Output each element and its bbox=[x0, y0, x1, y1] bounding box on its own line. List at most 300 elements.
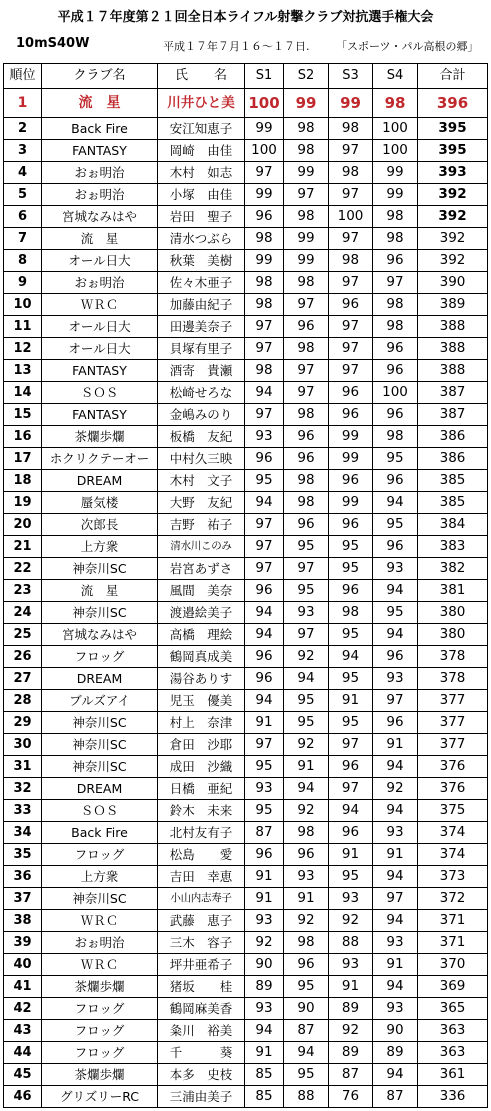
table-row bbox=[4, 316, 488, 338]
table-row bbox=[4, 360, 488, 382]
club-cell: オール日大 bbox=[42, 338, 158, 360]
total-cell: 336 bbox=[418, 1086, 488, 1108]
name-cell: 北村友有子 bbox=[158, 822, 245, 844]
s4-cell: 97 bbox=[373, 690, 418, 712]
table-row bbox=[4, 162, 488, 184]
name-cell: 酒寄 貴瀬 bbox=[158, 360, 245, 382]
s2-cell: 95 bbox=[284, 580, 329, 602]
s3-cell: 89 bbox=[329, 998, 373, 1020]
total-cell: 387 bbox=[418, 404, 488, 426]
name-cell: 吉野 祐子 bbox=[158, 514, 245, 536]
club-cell: Back Fire bbox=[42, 822, 158, 844]
s2-cell: 98 bbox=[284, 140, 329, 162]
s2-cell: 97 bbox=[284, 294, 329, 316]
table-row bbox=[4, 536, 488, 558]
name-cell: 岡崎 由佳 bbox=[158, 140, 245, 162]
s2-cell: 95 bbox=[284, 536, 329, 558]
s3-cell: 97 bbox=[329, 228, 373, 250]
s3-cell: 97 bbox=[329, 140, 373, 162]
club-cell: Back Fire bbox=[42, 118, 158, 140]
rank-cell: 36 bbox=[4, 866, 42, 888]
s3-cell: 97 bbox=[329, 184, 373, 206]
header-s3: S3 bbox=[329, 64, 373, 89]
total-cell: 375 bbox=[418, 800, 488, 822]
header-club: クラブ名 bbox=[42, 64, 158, 89]
s1-cell: 97 bbox=[245, 514, 284, 536]
club-cell: ＷＲＣ bbox=[42, 954, 158, 976]
club-cell: ＷＲＣ bbox=[42, 294, 158, 316]
club-cell: DREAM bbox=[42, 470, 158, 492]
s4-cell: 96 bbox=[373, 646, 418, 668]
s4-cell: 98 bbox=[373, 426, 418, 448]
name-cell: 金嶋みのり bbox=[158, 404, 245, 426]
table-row bbox=[4, 800, 488, 822]
s1-cell: 99 bbox=[245, 118, 284, 140]
table-row bbox=[4, 888, 488, 910]
s3-cell: 97 bbox=[329, 778, 373, 800]
club-cell: 茶爛歩爛 bbox=[42, 426, 158, 448]
table-row bbox=[4, 140, 488, 162]
name-cell: 成田 沙織 bbox=[158, 756, 245, 778]
s1-cell: 96 bbox=[245, 448, 284, 470]
s2-cell: 91 bbox=[284, 756, 329, 778]
table-row bbox=[4, 558, 488, 580]
rank-cell: 34 bbox=[4, 822, 42, 844]
s1-cell: 94 bbox=[245, 624, 284, 646]
club-cell: フロッグ bbox=[42, 998, 158, 1020]
s1-cell: 93 bbox=[245, 910, 284, 932]
s3-cell: 98 bbox=[329, 162, 373, 184]
s1-cell: 97 bbox=[245, 734, 284, 756]
s1-cell: 85 bbox=[245, 1064, 284, 1086]
name-cell: 清水つぶら bbox=[158, 228, 245, 250]
rank-cell: 24 bbox=[4, 602, 42, 624]
club-cell: 茶爛歩爛 bbox=[42, 976, 158, 998]
s4-cell: 95 bbox=[373, 448, 418, 470]
name-cell: 清水川このみ bbox=[158, 536, 245, 558]
s4-cell: 98 bbox=[373, 206, 418, 228]
total-cell: 363 bbox=[418, 1042, 488, 1064]
s1-cell: 94 bbox=[245, 492, 284, 514]
s2-cell: 94 bbox=[284, 668, 329, 690]
table-row bbox=[4, 1064, 488, 1086]
s4-cell: 95 bbox=[373, 514, 418, 536]
rank-cell: 45 bbox=[4, 1064, 42, 1086]
s4-cell: 96 bbox=[373, 360, 418, 382]
name-cell: 秋葉 美樹 bbox=[158, 250, 245, 272]
s2-cell: 97 bbox=[284, 558, 329, 580]
rank-cell: 46 bbox=[4, 1086, 42, 1108]
total-cell: 363 bbox=[418, 1020, 488, 1042]
rank-cell: 28 bbox=[4, 690, 42, 712]
rank-cell: 30 bbox=[4, 734, 42, 756]
header-row bbox=[4, 64, 488, 89]
table-row bbox=[4, 250, 488, 272]
total-cell: 378 bbox=[418, 668, 488, 690]
club-cell: 宮城なみはや bbox=[42, 206, 158, 228]
total-cell: 392 bbox=[418, 250, 488, 272]
rank-cell: 32 bbox=[4, 778, 42, 800]
total-cell: 395 bbox=[418, 118, 488, 140]
s1-cell: 96 bbox=[245, 646, 284, 668]
s3-cell: 99 bbox=[329, 89, 373, 118]
total-cell: 376 bbox=[418, 756, 488, 778]
s2-cell: 95 bbox=[284, 1064, 329, 1086]
name-cell: 安江知恵子 bbox=[158, 118, 245, 140]
header-s4: S4 bbox=[373, 64, 418, 89]
rank-cell: 7 bbox=[4, 228, 42, 250]
club-cell: 神奈川SC bbox=[42, 712, 158, 734]
s1-cell: 97 bbox=[245, 536, 284, 558]
s3-cell: 96 bbox=[329, 294, 373, 316]
name-cell: 日橋 亜紀 bbox=[158, 778, 245, 800]
rank-cell: 3 bbox=[4, 140, 42, 162]
club-cell: FANTASY bbox=[42, 360, 158, 382]
s4-cell: 99 bbox=[373, 162, 418, 184]
s2-cell: 97 bbox=[284, 624, 329, 646]
club-cell: 神奈川SC bbox=[42, 734, 158, 756]
s4-cell: 91 bbox=[373, 954, 418, 976]
club-cell: DREAM bbox=[42, 778, 158, 800]
s1-cell: 90 bbox=[245, 954, 284, 976]
s3-cell: 96 bbox=[329, 756, 373, 778]
header-s1: S1 bbox=[245, 64, 284, 89]
s4-cell: 96 bbox=[373, 536, 418, 558]
s4-cell: 98 bbox=[373, 316, 418, 338]
s3-cell: 93 bbox=[329, 954, 373, 976]
s3-cell: 91 bbox=[329, 976, 373, 998]
s4-cell: 94 bbox=[373, 866, 418, 888]
club-cell: ＳＯＳ bbox=[42, 382, 158, 404]
s4-cell: 94 bbox=[373, 800, 418, 822]
s2-cell: 99 bbox=[284, 89, 329, 118]
rank-cell: 16 bbox=[4, 426, 42, 448]
s1-cell: 91 bbox=[245, 888, 284, 910]
s1-cell: 97 bbox=[245, 162, 284, 184]
s2-cell: 95 bbox=[284, 690, 329, 712]
s4-cell: 91 bbox=[373, 734, 418, 756]
table-row bbox=[4, 1020, 488, 1042]
club-cell: フロッグ bbox=[42, 1020, 158, 1042]
rank-cell: 1 bbox=[4, 89, 42, 118]
table-row bbox=[4, 866, 488, 888]
rank-cell: 4 bbox=[4, 162, 42, 184]
s4-cell: 93 bbox=[373, 822, 418, 844]
s3-cell: 96 bbox=[329, 580, 373, 602]
s1-cell: 95 bbox=[245, 800, 284, 822]
s2-cell: 93 bbox=[284, 602, 329, 624]
s3-cell: 95 bbox=[329, 712, 373, 734]
rank-cell: 41 bbox=[4, 976, 42, 998]
s2-cell: 98 bbox=[284, 118, 329, 140]
s3-cell: 88 bbox=[329, 932, 373, 954]
s2-cell: 98 bbox=[284, 492, 329, 514]
header-total: 合計 bbox=[418, 64, 488, 89]
name-cell: 坪井亜希子 bbox=[158, 954, 245, 976]
s2-cell: 92 bbox=[284, 800, 329, 822]
s3-cell: 96 bbox=[329, 404, 373, 426]
name-cell: 大野 友紀 bbox=[158, 492, 245, 514]
name-cell: 渡邉絵美子 bbox=[158, 602, 245, 624]
name-cell: 中村久三映 bbox=[158, 448, 245, 470]
s1-cell: 96 bbox=[245, 206, 284, 228]
page-title: 平成１７年度第２１回全日本ライフル射撃クラブ対抗選手権大会 bbox=[57, 10, 434, 25]
name-cell: 猪坂 桂 bbox=[158, 976, 245, 998]
club-cell: おぉ明治 bbox=[42, 184, 158, 206]
s3-cell: 97 bbox=[329, 316, 373, 338]
name-cell: 児玉 優美 bbox=[158, 690, 245, 712]
club-cell: グリズリーRC bbox=[42, 1086, 158, 1108]
club-cell: 流 星 bbox=[42, 228, 158, 250]
rank-cell: 19 bbox=[4, 492, 42, 514]
name-cell: 岩田 聖子 bbox=[158, 206, 245, 228]
club-cell: DREAM bbox=[42, 668, 158, 690]
table-row bbox=[4, 492, 488, 514]
s3-cell: 96 bbox=[329, 822, 373, 844]
total-cell: 385 bbox=[418, 470, 488, 492]
rank-cell: 31 bbox=[4, 756, 42, 778]
s4-cell: 96 bbox=[373, 250, 418, 272]
s2-cell: 97 bbox=[284, 360, 329, 382]
s2-cell: 98 bbox=[284, 470, 329, 492]
s4-cell: 98 bbox=[373, 294, 418, 316]
table-row bbox=[4, 910, 488, 932]
table-row bbox=[4, 470, 488, 492]
s4-cell: 96 bbox=[373, 338, 418, 360]
name-cell: 三木 容子 bbox=[158, 932, 245, 954]
name-cell: 川井ひと美 bbox=[158, 89, 245, 118]
s1-cell: 85 bbox=[245, 1086, 284, 1108]
results-table bbox=[3, 63, 488, 1108]
total-cell: 383 bbox=[418, 536, 488, 558]
s3-cell: 97 bbox=[329, 734, 373, 756]
s1-cell: 87 bbox=[245, 822, 284, 844]
club-cell: おぉ明治 bbox=[42, 932, 158, 954]
table-row bbox=[4, 1042, 488, 1064]
rank-cell: 22 bbox=[4, 558, 42, 580]
club-cell: 神奈川SC bbox=[42, 756, 158, 778]
rank-cell: 12 bbox=[4, 338, 42, 360]
name-cell: 風間 美奈 bbox=[158, 580, 245, 602]
table-row bbox=[4, 954, 488, 976]
s1-cell: 96 bbox=[245, 668, 284, 690]
s3-cell: 94 bbox=[329, 646, 373, 668]
name-cell: 松島 愛 bbox=[158, 844, 245, 866]
s4-cell: 90 bbox=[373, 1020, 418, 1042]
total-cell: 377 bbox=[418, 690, 488, 712]
s3-cell: 97 bbox=[329, 272, 373, 294]
total-cell: 365 bbox=[418, 998, 488, 1020]
s2-cell: 98 bbox=[284, 272, 329, 294]
s4-cell: 98 bbox=[373, 228, 418, 250]
rank-cell: 18 bbox=[4, 470, 42, 492]
s1-cell: 98 bbox=[245, 294, 284, 316]
club-cell: オール日大 bbox=[42, 316, 158, 338]
table-row bbox=[4, 118, 488, 140]
total-cell: 395 bbox=[418, 140, 488, 162]
rank-cell: 14 bbox=[4, 382, 42, 404]
total-cell: 376 bbox=[418, 778, 488, 800]
s1-cell: 93 bbox=[245, 426, 284, 448]
rank-cell: 39 bbox=[4, 932, 42, 954]
table-row bbox=[4, 448, 488, 470]
s3-cell: 95 bbox=[329, 866, 373, 888]
s3-cell: 89 bbox=[329, 1042, 373, 1064]
total-cell: 373 bbox=[418, 866, 488, 888]
s2-cell: 88 bbox=[284, 1086, 329, 1108]
club-cell: ホクリクテーオー bbox=[42, 448, 158, 470]
s3-cell: 97 bbox=[329, 360, 373, 382]
table-row bbox=[4, 646, 488, 668]
s1-cell: 91 bbox=[245, 712, 284, 734]
s4-cell: 96 bbox=[373, 470, 418, 492]
name-cell: 湯谷ありす bbox=[158, 668, 245, 690]
total-cell: 369 bbox=[418, 976, 488, 998]
total-cell: 392 bbox=[418, 184, 488, 206]
s1-cell: 95 bbox=[245, 756, 284, 778]
s2-cell: 94 bbox=[284, 778, 329, 800]
rank-cell: 5 bbox=[4, 184, 42, 206]
name-cell: 小山内志寿子 bbox=[158, 888, 245, 910]
s1-cell: 97 bbox=[245, 316, 284, 338]
s3-cell: 97 bbox=[329, 338, 373, 360]
s4-cell: 94 bbox=[373, 1064, 418, 1086]
s4-cell: 87 bbox=[373, 1086, 418, 1108]
table-row bbox=[4, 734, 488, 756]
s2-cell: 90 bbox=[284, 998, 329, 1020]
s3-cell: 76 bbox=[329, 1086, 373, 1108]
club-cell: ＷＲＣ bbox=[42, 910, 158, 932]
table-row bbox=[4, 228, 488, 250]
s2-cell: 87 bbox=[284, 1020, 329, 1042]
name-cell: 高橋 理絵 bbox=[158, 624, 245, 646]
total-cell: 388 bbox=[418, 360, 488, 382]
total-cell: 389 bbox=[418, 294, 488, 316]
name-cell: 本多 史枝 bbox=[158, 1064, 245, 1086]
table-row bbox=[4, 690, 488, 712]
table-row bbox=[4, 338, 488, 360]
s3-cell: 94 bbox=[329, 800, 373, 822]
s1-cell: 96 bbox=[245, 580, 284, 602]
table-row bbox=[4, 844, 488, 866]
table-row bbox=[4, 998, 488, 1020]
table-row bbox=[4, 272, 488, 294]
name-cell: 板橋 友紀 bbox=[158, 426, 245, 448]
club-cell: 宮城なみはや bbox=[42, 624, 158, 646]
s2-cell: 99 bbox=[284, 162, 329, 184]
s1-cell: 98 bbox=[245, 228, 284, 250]
s2-cell: 92 bbox=[284, 734, 329, 756]
name-cell: 武藤 恵子 bbox=[158, 910, 245, 932]
s1-cell: 94 bbox=[245, 382, 284, 404]
name-cell: 鈴木 未来 bbox=[158, 800, 245, 822]
rank-cell: 37 bbox=[4, 888, 42, 910]
total-cell: 396 bbox=[418, 89, 488, 118]
club-cell: 流 星 bbox=[42, 89, 158, 118]
s4-cell: 100 bbox=[373, 382, 418, 404]
s1-cell: 93 bbox=[245, 778, 284, 800]
s4-cell: 94 bbox=[373, 580, 418, 602]
table-row bbox=[4, 624, 488, 646]
table-row bbox=[4, 668, 488, 690]
s2-cell: 96 bbox=[284, 514, 329, 536]
rank-cell: 23 bbox=[4, 580, 42, 602]
s2-cell: 96 bbox=[284, 448, 329, 470]
name-cell: 木村 文子 bbox=[158, 470, 245, 492]
total-cell: 388 bbox=[418, 316, 488, 338]
table-row bbox=[4, 294, 488, 316]
club-cell: 上方衆 bbox=[42, 536, 158, 558]
rank-cell: 21 bbox=[4, 536, 42, 558]
club-cell: 蜃気楼 bbox=[42, 492, 158, 514]
table-row bbox=[4, 602, 488, 624]
s4-cell: 100 bbox=[373, 118, 418, 140]
s4-cell: 98 bbox=[373, 89, 418, 118]
s2-cell: 97 bbox=[284, 382, 329, 404]
total-cell: 386 bbox=[418, 448, 488, 470]
table-row bbox=[4, 580, 488, 602]
s1-cell: 99 bbox=[245, 250, 284, 272]
event-date: 平成１７年７月１６～１７日. bbox=[163, 40, 310, 53]
s2-cell: 95 bbox=[284, 976, 329, 998]
s1-cell: 94 bbox=[245, 1020, 284, 1042]
total-cell: 382 bbox=[418, 558, 488, 580]
event-name: 10mS40W bbox=[16, 36, 90, 51]
rank-cell: 11 bbox=[4, 316, 42, 338]
event-venue: 「スポーツ・パル高根の郷」 bbox=[336, 40, 479, 53]
total-cell: 378 bbox=[418, 646, 488, 668]
s3-cell: 95 bbox=[329, 558, 373, 580]
s3-cell: 96 bbox=[329, 514, 373, 536]
club-cell: ＳＯＳ bbox=[42, 800, 158, 822]
table-row bbox=[4, 206, 488, 228]
s4-cell: 94 bbox=[373, 756, 418, 778]
s2-cell: 96 bbox=[284, 316, 329, 338]
s2-cell: 98 bbox=[284, 822, 329, 844]
name-cell: 岩宮あずさ bbox=[158, 558, 245, 580]
s4-cell: 100 bbox=[373, 140, 418, 162]
s1-cell: 94 bbox=[245, 602, 284, 624]
s4-cell: 94 bbox=[373, 910, 418, 932]
s4-cell: 94 bbox=[373, 492, 418, 514]
name-cell: 鶴岡真成美 bbox=[158, 646, 245, 668]
total-cell: 371 bbox=[418, 910, 488, 932]
s2-cell: 92 bbox=[284, 910, 329, 932]
table-row bbox=[4, 404, 488, 426]
s3-cell: 99 bbox=[329, 492, 373, 514]
club-cell: オール日大 bbox=[42, 250, 158, 272]
club-cell: おぉ明治 bbox=[42, 162, 158, 184]
total-cell: 381 bbox=[418, 580, 488, 602]
total-cell: 380 bbox=[418, 624, 488, 646]
total-cell: 386 bbox=[418, 426, 488, 448]
s4-cell: 93 bbox=[373, 558, 418, 580]
header-s2: S2 bbox=[284, 64, 329, 89]
name-cell: 田邊美奈子 bbox=[158, 316, 245, 338]
s4-cell: 99 bbox=[373, 184, 418, 206]
s4-cell: 94 bbox=[373, 976, 418, 998]
rank-cell: 20 bbox=[4, 514, 42, 536]
s2-cell: 91 bbox=[284, 888, 329, 910]
club-cell: 神奈川SC bbox=[42, 558, 158, 580]
s1-cell: 100 bbox=[245, 140, 284, 162]
s4-cell: 96 bbox=[373, 404, 418, 426]
s4-cell: 95 bbox=[373, 602, 418, 624]
club-cell: 茶爛歩爛 bbox=[42, 1064, 158, 1086]
total-cell: 384 bbox=[418, 514, 488, 536]
s3-cell: 96 bbox=[329, 470, 373, 492]
s1-cell: 93 bbox=[245, 998, 284, 1020]
